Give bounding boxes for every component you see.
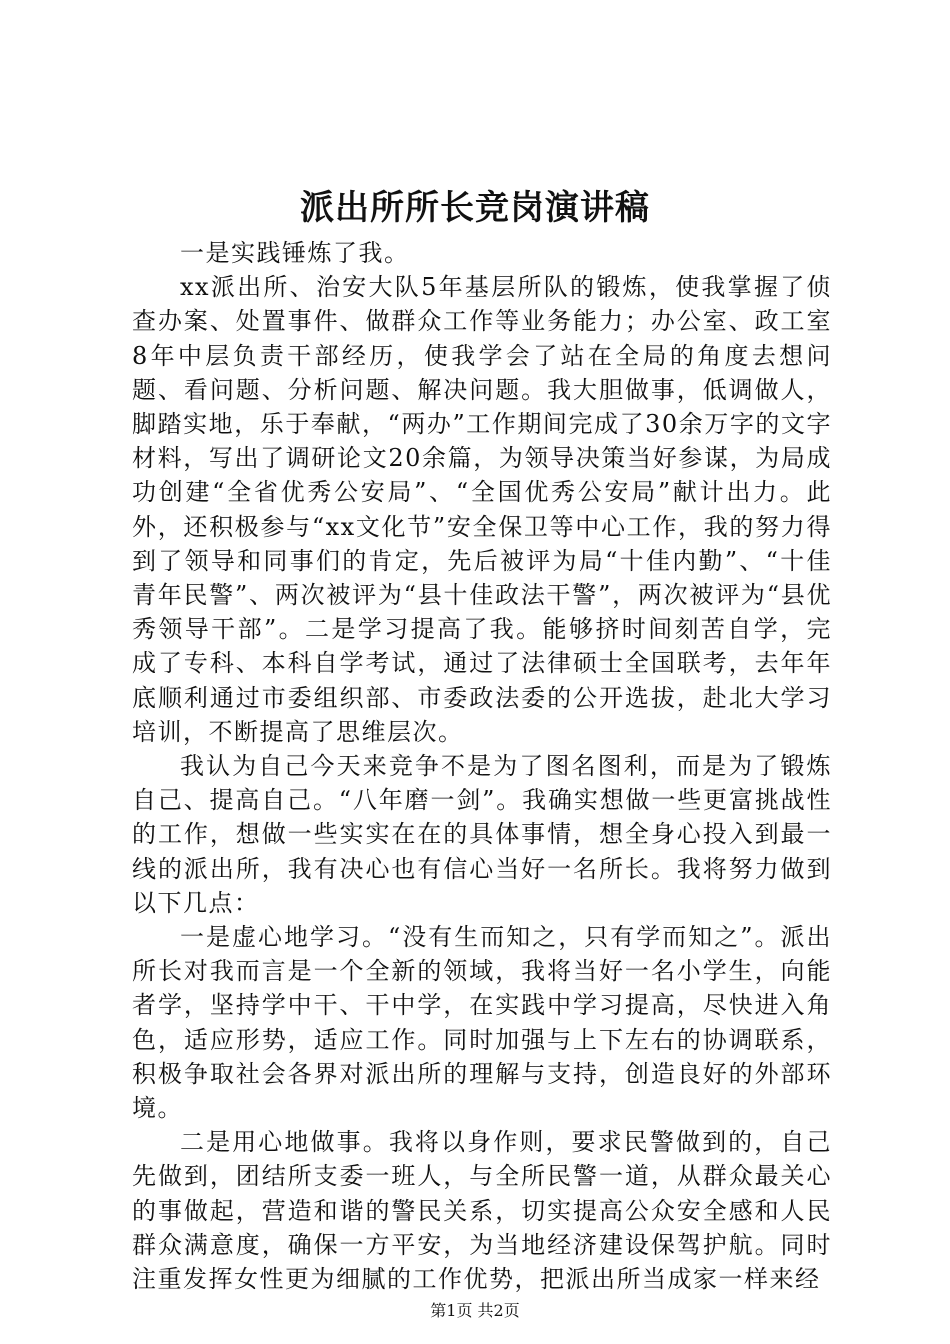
document-title: 派出所所长竞岗演讲稿 [300,188,650,228]
paragraph-3: 我认为自己今天来竞争不是为了图名图利，而是为了锻炼自己、提高自己。“八年磨一剑”。我确实想做一些更富挑战性的工作，想做一些实实在在的具体事情，想全身心投入到最一线的派出所，我有决心也有信心当好一名所长。我将努力做到以下几点： [132,752,832,917]
paragraph-4: 一是虚心地学习。“没有生而知之，只有学而知之”。派出所长对我而言是一个全新的领域，我将当好一名小学生，向能者学，坚持学中干、干中学，在实践中学习提高，尽快进入角色，适应形势，适应工作。同时加强与上下左右的协调联系，积极争取社会各界对派出所的理解与支持，创造良好的外部环境。 [132,923,832,1123]
paragraph-2: xx派出所、治安大队5年基层所队的锻炼，使我掌握了侦查办案、处置事件、做群众工作等业务能力；办公室、政工室8年中层负责干部经历，使我学会了站在全局的角度去想问题、看问题、分析问题、解决问题。我大胆做事，低调做人，脚踏实地，乐于奉献，“两办”工作期间完成了30余万字的文字材料，写出了调研论文20余篇，为领导决策当好参谋，为局成功创建“全省优秀公安局”、“全国优秀公安局”献计出力。此外，还积极参与“xx文化节”安全保卫等中心工作，我的努力得到了领导和同事们的肯定，先后被评为局“十佳内勤”、“十佳青年民警”、两次被评为“县十佳政法干警”，两次被评为“县优秀领导干部”。二是学习提高了我。能够挤时间刻苦自学，完成了专科、本科自学考试，通过了法律硕士全国联考，去年年底顺利通过市委组织部、市委政法委的公开选拔，赴北大学习培训，不断提高了思维层次。 [132,273,832,746]
page-footer: 第1页 共2页 [430,1301,520,1320]
paragraph-1: 一是实践锤炼了我。 [180,239,410,267]
paragraph-5: 二是用心地做事。我将以身作则，要求民警做到的，自己先做到，团结所支委一班人，与全所民警一道，从群众最关心的事做起，营造和谐的警民关系，切实提高公众安全感和人民群众满意度，确保一方平安，为当地经济建设保驾护航。同时注重发挥女性更为细腻的工作优势，把派出所当成家一样来经 [132,1128,832,1294]
document-body [132,236,832,1296]
